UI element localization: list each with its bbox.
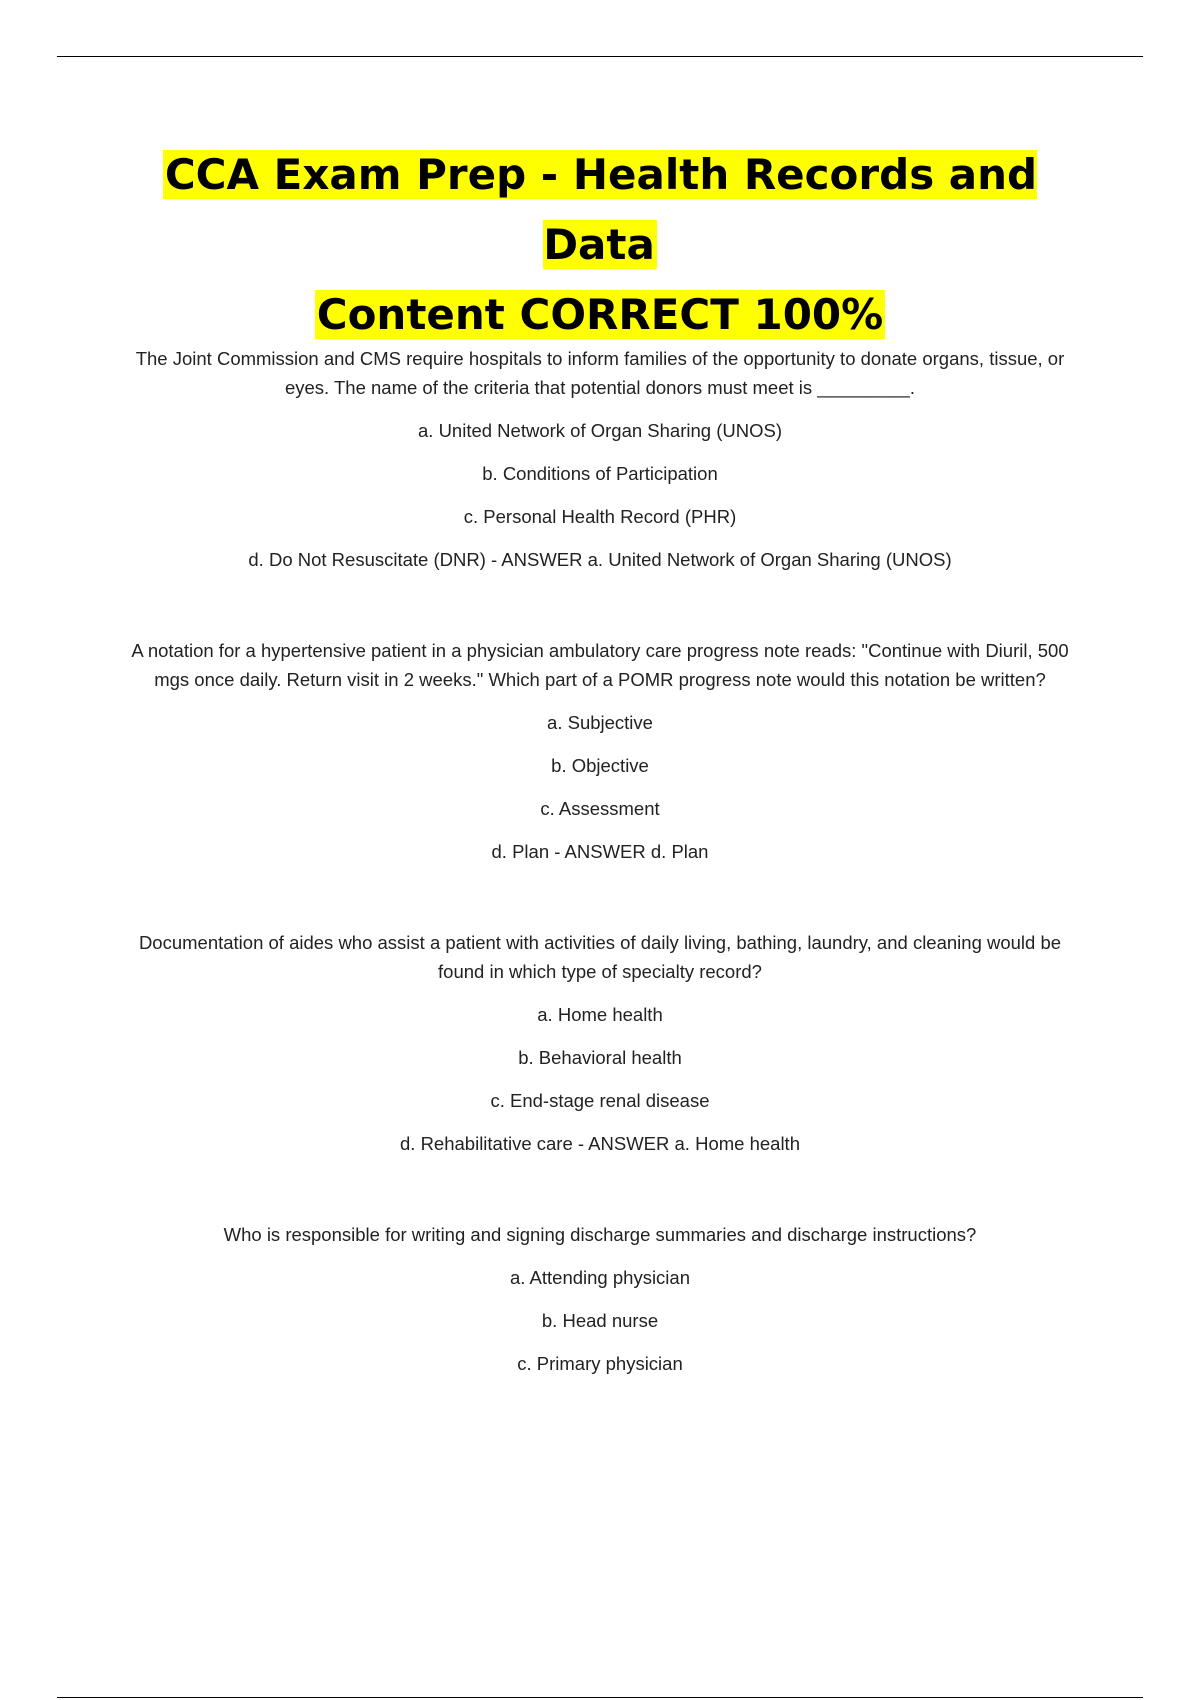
header-rule bbox=[57, 56, 1143, 57]
answer-option: d. Rehabilitative care - ANSWER a. Home health bbox=[400, 1133, 800, 1154]
question-block bbox=[130, 636, 1070, 866]
answer-option: c. Primary physician bbox=[517, 1353, 683, 1374]
answer-option: b. Behavioral health bbox=[518, 1047, 682, 1068]
title-line-2: Content CORRECT 100% bbox=[316, 290, 884, 339]
answer-option: c. Personal Health Record (PHR) bbox=[463, 506, 737, 527]
answer-option: d. Plan - ANSWER d. Plan bbox=[491, 841, 709, 862]
answer-option: b. Head nurse bbox=[541, 1310, 659, 1331]
question-text: Who is responsible for writing and signing discharge summaries and discharge instructions? bbox=[223, 1224, 977, 1245]
question-text: The Joint Commission and CMS require hospitals to inform families of the opportunity to donate organs, tissue, or eyes. The name of the criteria that potential donors must meet is _________. bbox=[135, 348, 1065, 398]
question-block bbox=[130, 1220, 1070, 1378]
footer-rule bbox=[57, 1697, 1143, 1698]
answer-option: b. Conditions of Participation bbox=[482, 463, 718, 484]
question-text: Documentation of aides who assist a patient with activities of daily living, bathing, laundry, and cleaning would be found in which type of specialty record? bbox=[138, 932, 1062, 982]
question-block bbox=[130, 344, 1070, 574]
answer-option: c. Assessment bbox=[540, 798, 660, 819]
answer-option: a. Attending physician bbox=[510, 1267, 690, 1288]
answer-option: d. Do Not Resuscitate (DNR) - ANSWER a. United Network of Organ Sharing (UNOS) bbox=[248, 549, 952, 570]
answer-option: b. Objective bbox=[551, 755, 649, 776]
answer-option: a. Subjective bbox=[547, 712, 653, 733]
question-text: A notation for a hypertensive patient in a physician ambulatory care progress note reads: "Continue with Diuril, 500 mgs once daily. Return visit in 2 weeks." Which part of a POMR progress note would this notation be written? bbox=[131, 640, 1069, 690]
question-block bbox=[130, 928, 1070, 1158]
title-line-1: CCA Exam Prep - Health Records and Data bbox=[164, 150, 1038, 269]
answer-option: a. United Network of Organ Sharing (UNOS) bbox=[418, 420, 782, 441]
document-title bbox=[100, 140, 1100, 350]
questions-list bbox=[130, 344, 1070, 1378]
answer-option: c. End-stage renal disease bbox=[490, 1090, 710, 1111]
answer-option: a. Home health bbox=[537, 1004, 663, 1025]
